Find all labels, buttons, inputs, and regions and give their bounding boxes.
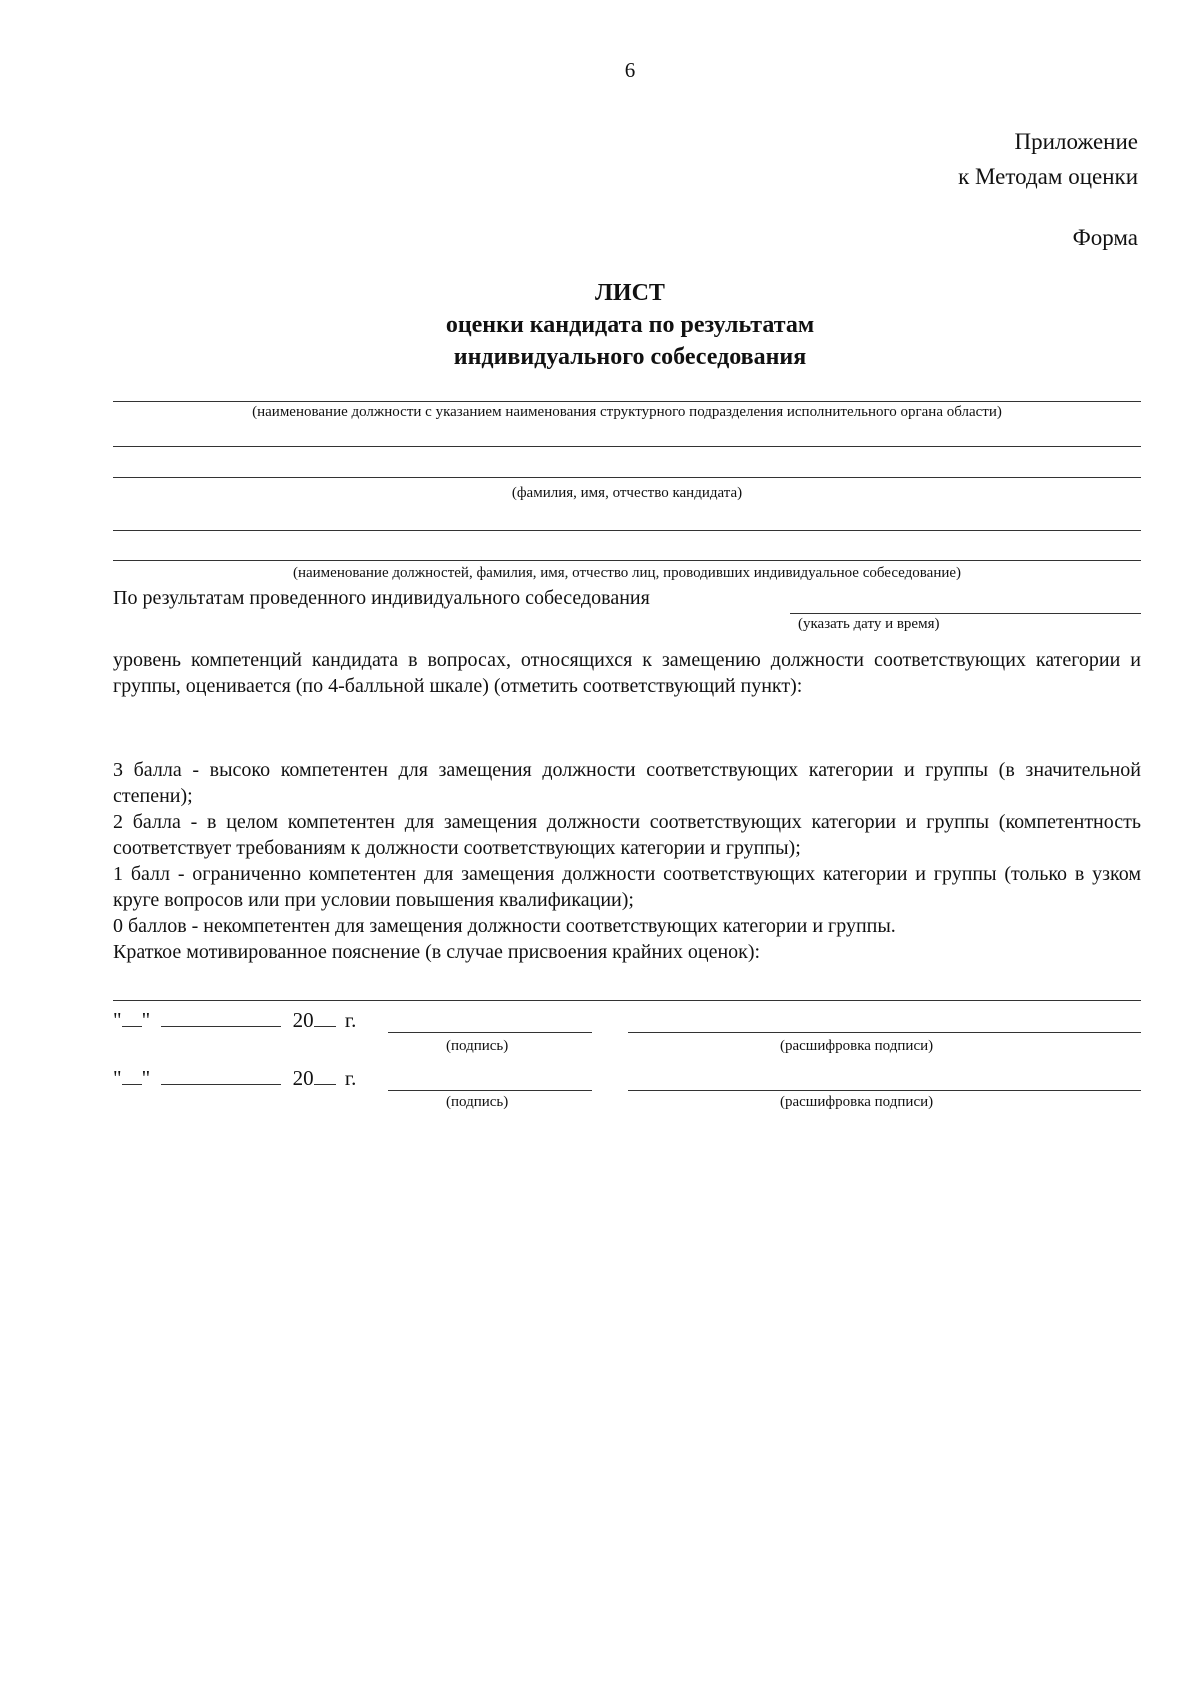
page-number: 6: [624, 58, 636, 82]
date-day-close: ": [141, 1008, 151, 1032]
explanation-line: [113, 1000, 1141, 1001]
appendix-note: [958, 124, 1138, 194]
decoding-line-2: [628, 1090, 1141, 1091]
interviewers-caption: (наименование должностей, фамилия, имя, отчество лиц, проводивших индивидуальное собеседование): [292, 565, 962, 581]
title-line1: ЛИСТ: [595, 280, 665, 306]
title-line2: оценки кандидата по результатам: [445, 312, 815, 338]
document-title: [0, 277, 1200, 373]
date-time-line: [790, 613, 1141, 614]
title-line3: индивидуального собеседования: [453, 344, 807, 370]
date-day-open: ": [113, 1066, 122, 1090]
decoding-line-1: [628, 1032, 1141, 1033]
explanation-label: Краткое мотивированное пояснение (в случае присвоения крайних оценок):: [113, 941, 761, 963]
score-list: [113, 757, 1141, 965]
candidate-line-1: [113, 446, 1141, 447]
signature-line-1: [388, 1032, 592, 1033]
position-line: [113, 401, 1141, 402]
intro-paragraph: уровень компетенций кандидата в вопросах, относящихся к замещению должности соответствующих категории и группы, оценивается (по 4-балльной шкале) (отметить соответствующий пункт):: [113, 649, 1141, 697]
appendix-line1: Приложение: [1014, 129, 1138, 154]
score-item-3: 3 балла - высоко компетентен для замещения должности соответствующих категории и группы (в значительной степени);: [113, 759, 1141, 807]
score-item-0: 0 баллов - некомпетентен для замещения должности соответствующих категории и группы.: [113, 915, 896, 937]
date-day-close: ": [141, 1066, 151, 1090]
year-prefix: 20: [292, 1066, 314, 1090]
candidate-line-2: [113, 477, 1141, 478]
decoding-caption-1: (расшифровка подписи): [780, 1038, 934, 1054]
year-suffix: г.: [344, 1066, 357, 1090]
decoding-caption-2: (расшифровка подписи): [780, 1094, 934, 1110]
form-label: Форма: [1072, 225, 1138, 250]
signature-caption-1: (подпись): [446, 1038, 509, 1054]
signature-row-1: [113, 1008, 356, 1033]
year-suffix: г.: [344, 1008, 357, 1032]
date-time-caption: (указать дату и время): [798, 616, 940, 632]
signature-line-2: [388, 1090, 592, 1091]
appendix-line2: к Методам оценки: [958, 164, 1138, 189]
interviewers-line-1: [113, 530, 1141, 531]
position-caption: (наименование должности с указанием наименования структурного подразделения исполнительного органа области): [252, 404, 1002, 420]
date-day-open: ": [113, 1008, 122, 1032]
year-prefix: 20: [292, 1008, 314, 1032]
score-item-1: 1 балл - ограниченно компетентен для замещения должности соответствующих категории и группы (только в узком круге вопросов или при условии повышения квалификации);: [113, 863, 1141, 911]
signature-caption-2: (подпись): [446, 1094, 509, 1110]
signature-row-2: [113, 1066, 356, 1091]
candidate-caption: (фамилия, имя, отчество кандидата): [511, 485, 743, 501]
score-item-2: 2 балла - в целом компетентен для замещения должности соответствующих категории и группы (компетентность соответствует требованиям к должности соответствующих категории и группы);: [113, 811, 1141, 859]
interviewers-line-2: [113, 560, 1141, 561]
intro-line: По результатам проведенного индивидуального собеседования: [113, 587, 650, 609]
